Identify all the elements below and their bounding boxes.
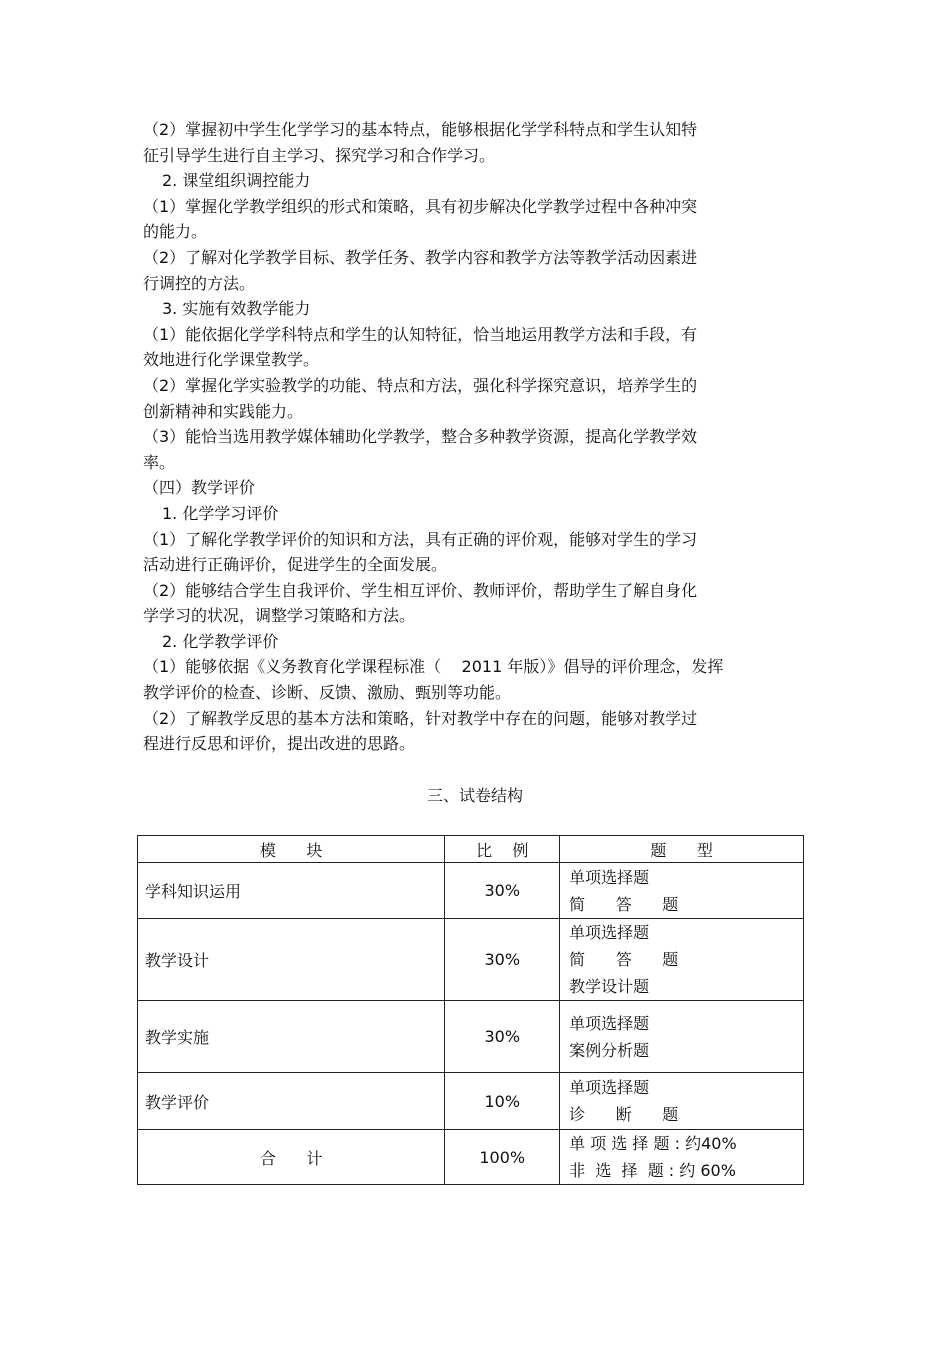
subheading: 2. 课堂组织调控能力 bbox=[162, 171, 311, 191]
body-line: （1）掌握化学教学组织的形式和策略，具有初步解决化学教学过程中各种冲突 bbox=[143, 196, 698, 216]
header-types: 题 型 bbox=[560, 836, 804, 863]
question-type: 单项选择题 bbox=[569, 1013, 650, 1033]
body-line: （3）能恰当选用教学媒体辅助化学教学，整合多种教学资源，提高化学教学效 bbox=[143, 427, 698, 447]
body-line: 效地进行化学课堂教学。 bbox=[143, 350, 320, 370]
total-label-cell: 合 计 bbox=[138, 1130, 445, 1185]
table-row bbox=[138, 863, 804, 919]
module-cell: 学科知识运用 bbox=[138, 863, 445, 919]
module-cell: 教学评价 bbox=[138, 1073, 445, 1130]
body-line: （2）掌握化学实验教学的功能、特点和方法，强化科学探究意识，培养学生的 bbox=[143, 375, 698, 395]
ratio-cell: 30% bbox=[445, 1001, 560, 1073]
body-line: 学学习的状况，调整学习策略和方法。 bbox=[143, 606, 416, 626]
question-type: 简 答 题 bbox=[569, 950, 679, 969]
question-type: 单项选择题 bbox=[569, 1078, 650, 1097]
table-total-row bbox=[138, 1130, 804, 1185]
body-line: （1）能够依据《义务教育化学课程标准（ 2011 年版）》倡导的评价理念，发挥 bbox=[143, 657, 724, 677]
body-line: 教学评价的检查、诊断、反馈、激励、甄别等功能。 bbox=[143, 683, 512, 703]
subheading: 2. 化学教学评价 bbox=[162, 631, 279, 651]
body-line: 行调控的方法。 bbox=[143, 273, 256, 293]
question-type: 单项选择题 bbox=[569, 867, 650, 887]
body-line: （2）掌握初中学生化学学习的基本特点，能够根据化学学科特点和学生认知特 bbox=[143, 120, 698, 139]
module-cell: 教学设计 bbox=[138, 919, 445, 1001]
body-line: 征引导学生进行自主学习、探究学习和合作学习。 bbox=[143, 145, 496, 165]
section-title: 三、试卷结构 bbox=[426, 786, 523, 805]
question-type: 单项选择题 bbox=[569, 923, 650, 942]
body-line: 程进行反思和评价，提出改进的思路。 bbox=[143, 734, 416, 754]
body-line: （2）能够结合学生自我评价、学生相互评价、教师评价，帮助学生了解自身化 bbox=[143, 580, 698, 600]
total-ratio-cell: 100% bbox=[445, 1130, 560, 1185]
question-type: 简 答 题 bbox=[569, 894, 679, 914]
ratio-cell: 30% bbox=[445, 863, 560, 919]
body-line: （2）了解对化学教学目标、教学任务、教学内容和教学方法等教学活动因素进 bbox=[143, 247, 698, 267]
exam-structure-table bbox=[137, 835, 804, 1185]
types-cell bbox=[560, 1130, 804, 1185]
section-heading: （四）教学评价 bbox=[143, 478, 256, 498]
body-line: （2）了解教学反思的基本方法和策略，针对教学中存在的问题，能够对教学过 bbox=[143, 708, 698, 728]
table-row bbox=[138, 1001, 804, 1073]
subheading: 3. 实施有效教学能力 bbox=[162, 299, 311, 319]
types-cell bbox=[560, 919, 804, 1001]
question-type: 案例分析题 bbox=[569, 1040, 650, 1060]
body-line: 的能力。 bbox=[143, 222, 208, 242]
question-type: 单 项 选 择 题 : 约40% bbox=[569, 1134, 737, 1153]
subheading: 1. 化学学习评价 bbox=[162, 503, 279, 523]
types-cell bbox=[560, 1001, 804, 1073]
table-row bbox=[138, 919, 804, 1001]
body-line: 率。 bbox=[143, 452, 176, 472]
header-ratio: 比 例 bbox=[445, 836, 560, 863]
ratio-cell: 10% bbox=[445, 1073, 560, 1130]
ratio-cell: 30% bbox=[445, 919, 560, 1001]
table-row bbox=[138, 1073, 804, 1130]
module-cell: 教学实施 bbox=[138, 1001, 445, 1073]
types-cell bbox=[560, 1073, 804, 1130]
body-line: 创新精神和实践能力。 bbox=[143, 401, 304, 421]
body-line: 活动进行正确评价，促进学生的全面发展。 bbox=[143, 555, 448, 575]
body-line: （1）了解化学教学评价的知识和方法，具有正确的评价观，能够对学生的学习 bbox=[143, 529, 698, 549]
table-header-row bbox=[138, 836, 804, 863]
body-text bbox=[143, 117, 803, 757]
question-type: 非 选 择 题 : 约 60% bbox=[569, 1161, 736, 1180]
types-cell bbox=[560, 863, 804, 919]
body-line: （1）能依据化学学科特点和学生的认知特征，恰当地运用教学方法和手段，有 bbox=[143, 324, 698, 344]
question-type: 教学设计题 bbox=[569, 977, 650, 996]
header-module: 模 块 bbox=[138, 836, 445, 863]
question-type: 诊 断 题 bbox=[569, 1105, 679, 1124]
